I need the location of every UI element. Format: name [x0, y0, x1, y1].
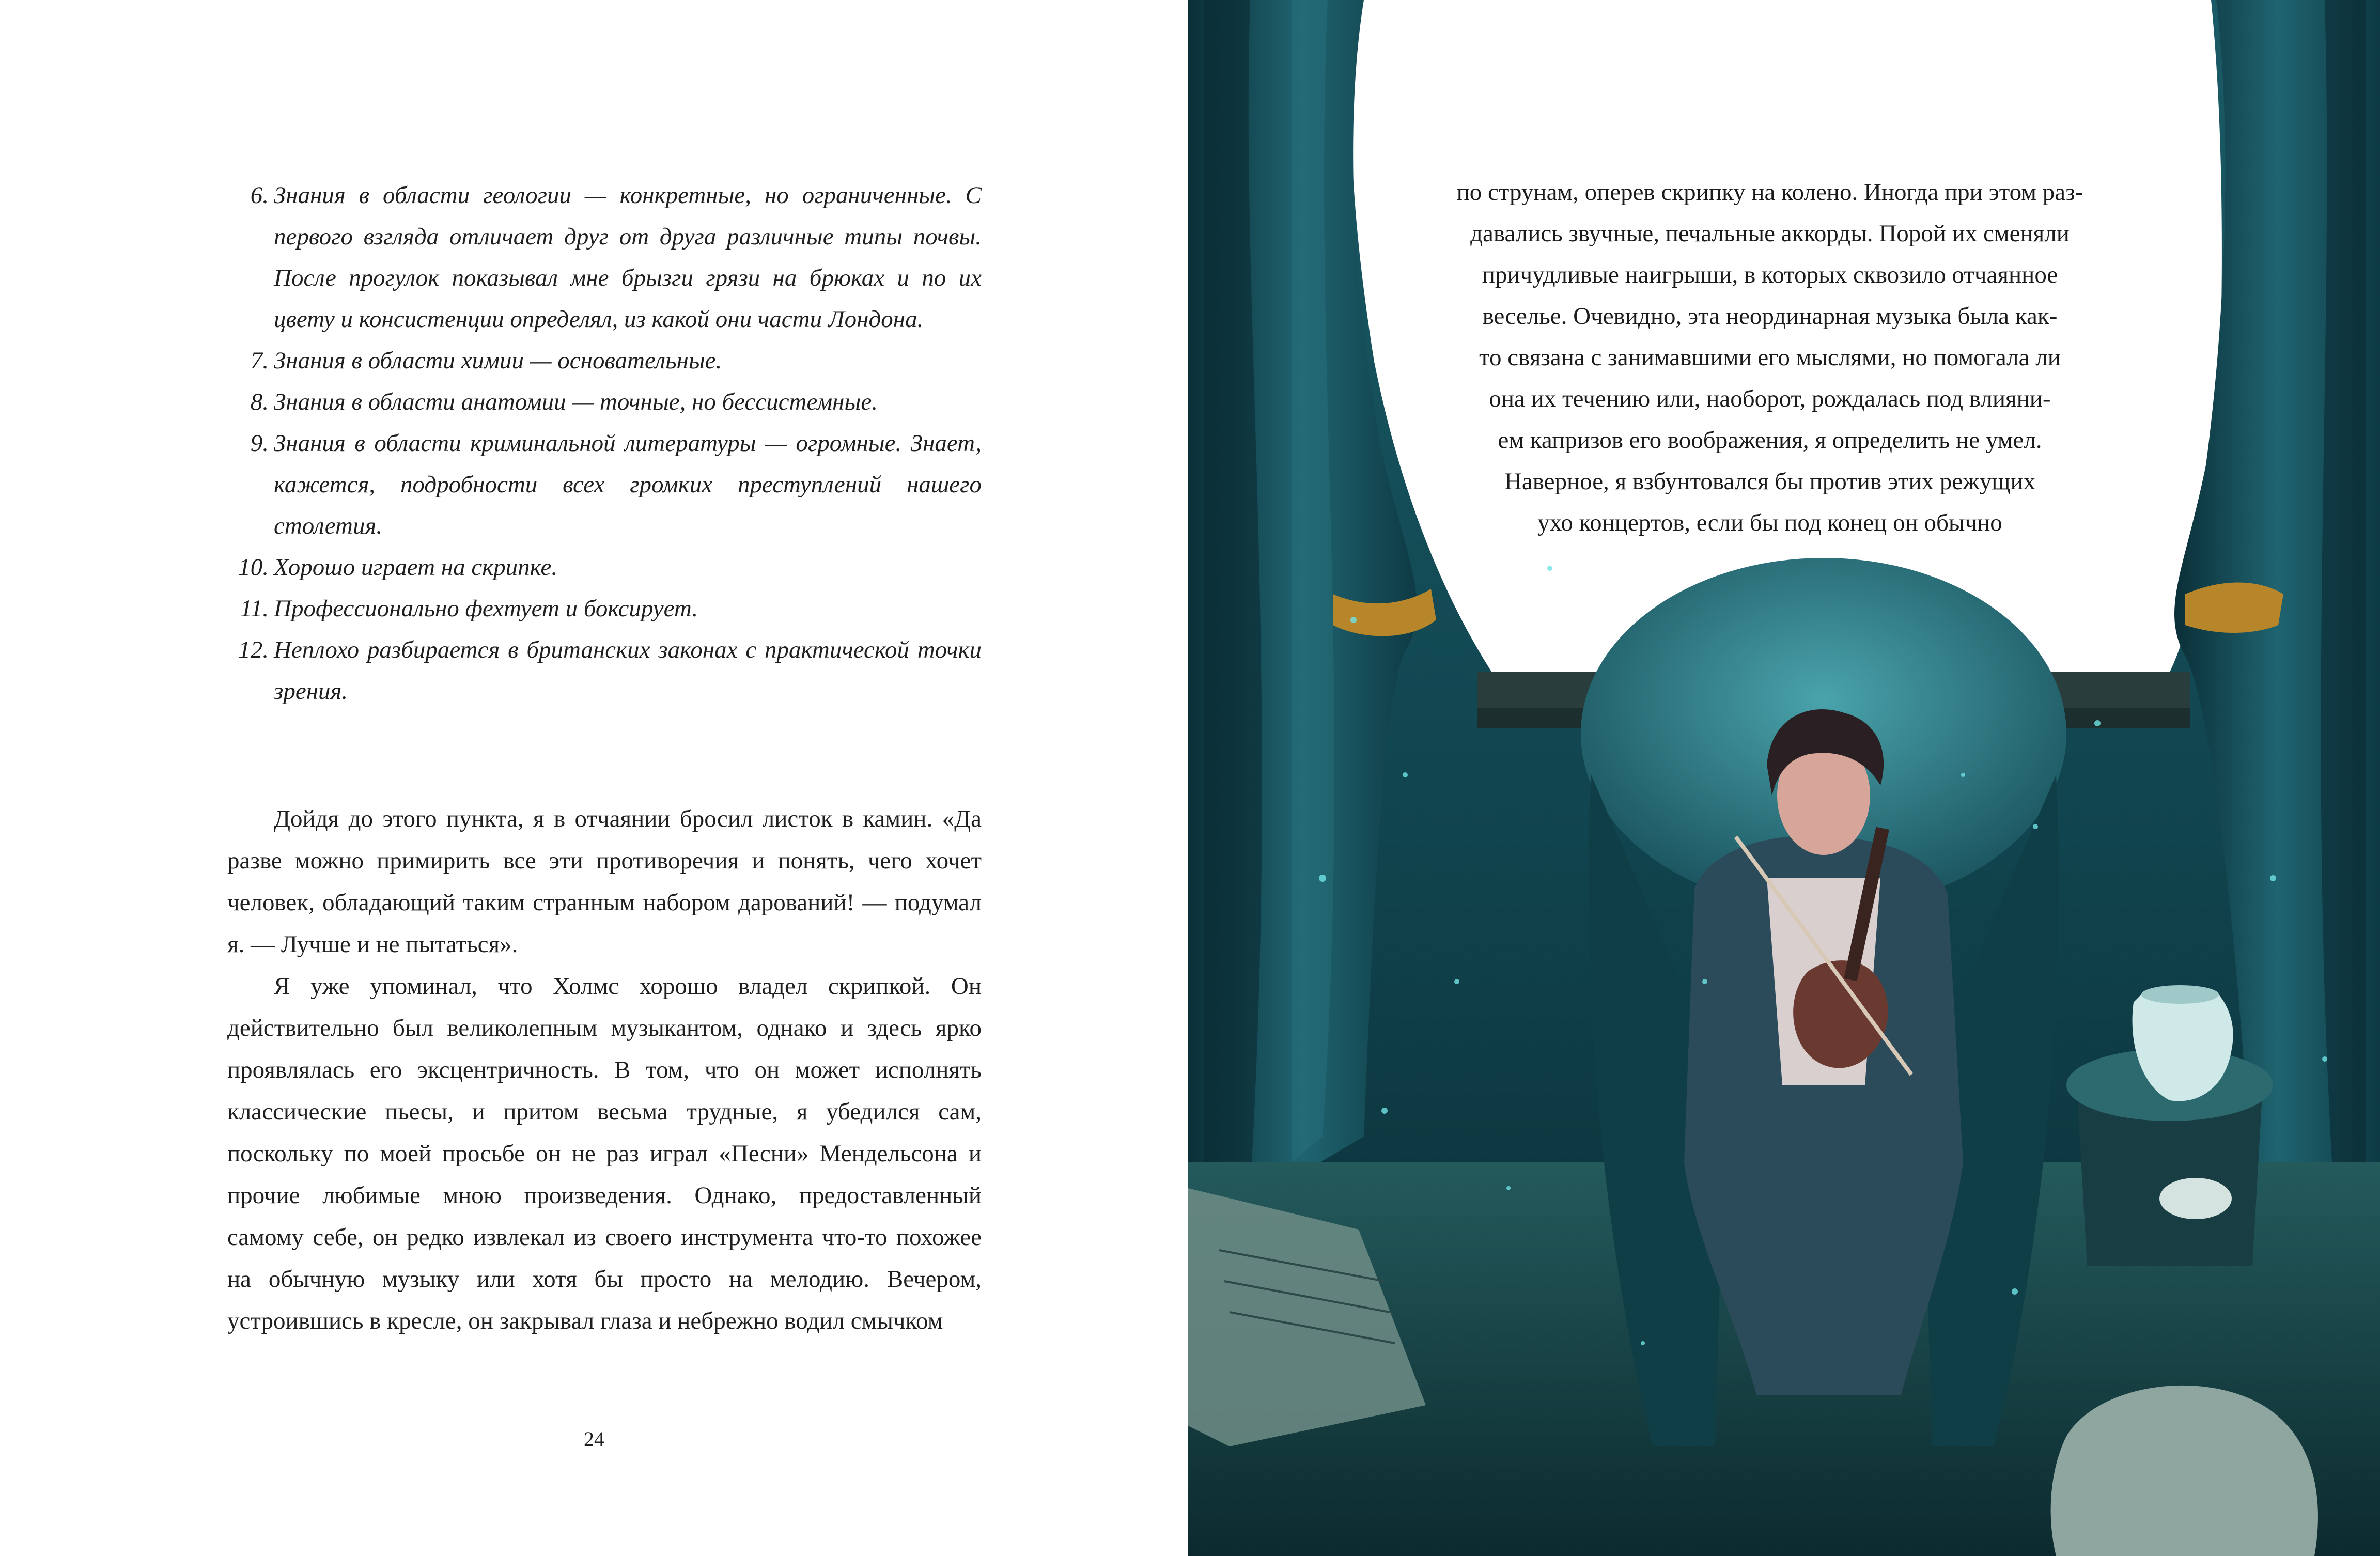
list-item: [227, 340, 982, 381]
right-page: [1188, 0, 2380, 1556]
text-line: причудливые наигрыши, в которых сквозило отчаянное: [1482, 261, 2058, 288]
left-page: [0, 0, 1188, 1556]
list-text: Профессионально фехтует и боксирует.: [274, 595, 698, 622]
list-text: Знания в области химии — основательные.: [274, 347, 722, 374]
right-page-text: [1403, 172, 2137, 543]
list-number: 12.: [238, 636, 269, 663]
list-item: [227, 423, 982, 547]
list-item: [227, 547, 982, 588]
list-text: Знания в области анатомии — точные, но бессистемные.: [274, 388, 878, 415]
paragraph: Я уже упоминал, что Холмс хорошо владел скрипкой. Он действительно был великолепным музыкантом, однако и здесь ярко проявлялась его эксцентричность. В том, что он может исполнять классические пьесы, и притом весьма трудные, я убедился сам, поскольку по моей просьбе он не раз играл «Песни» Мендельсона и прочие любимые мною произведения. Однако, предоставленный самому себе, он редко извлекал из своего инструмента что-то похожее на обычную музыку или хотя бы просто на мелодию. Вечером, устроившись в кресле, он закрывал глаза и небрежно водил смычком: [227, 973, 982, 1334]
text-line: то связана с занимавшими его мыслями, но помогала ли: [1479, 344, 2061, 371]
text-line: ухо концертов, если бы под конец он обычно: [1537, 509, 2002, 536]
list-text: Знания в области криминальной литературы — огромные. Знает, кажется, подробности всех громких преступлений нашего столетия.: [274, 430, 982, 539]
text-line: она их течению или, наоборот, рождалась под влияни-: [1489, 385, 2051, 412]
tieback-right: [2185, 583, 2283, 633]
list-number: 10.: [238, 554, 269, 581]
list-item: [227, 588, 982, 629]
list-number: 11.: [240, 595, 269, 622]
text-line: веселье. Очевидно, эта неординарная музыка была как-: [1482, 303, 2058, 330]
list-item: [227, 629, 982, 712]
text-line: Наверное, я взбунтовался бы против этих режущих: [1504, 468, 2036, 495]
list-text: Хорошо играет на скрипке.: [274, 554, 558, 581]
body-text: [227, 798, 982, 1342]
text-line: давались звучные, печальные аккорды. Порой их сменяли: [1470, 220, 2070, 247]
list-number: 7.: [250, 347, 269, 374]
list-text: Знания в области геологии — конкретные, но ограниченные. С первого взгляда отличает друг от друга различные типы почвы. После прогулок показывал мне брызги грязи на брюках и по их цвету и консистенции определял, из какой они части Лондона.: [274, 182, 982, 333]
text-line: по струнам, оперев скрипку на колено. Иногда при этом раз-: [1456, 179, 2083, 206]
page-number: 24: [584, 1427, 604, 1451]
list-text: Неплохо разбирается в британских законах с практической точки зрения.: [274, 636, 982, 705]
teacup: [2159, 1178, 2232, 1219]
list-number: 8.: [250, 388, 269, 415]
paragraph: Дойдя до этого пункта, я в отчаянии бросил листок в камин. «Да разве можно примирить все эти противоречия и понять, чего хочет человек, обладающий таким странным набором дарований! — подумал я. — Лучше и не пытаться».: [227, 805, 982, 958]
list-number: 9.: [250, 430, 269, 457]
numbered-list: [227, 175, 982, 712]
list-number: 6.: [250, 182, 269, 209]
text-line: ем капризов его воображения, я определить не умел.: [1498, 427, 2042, 454]
list-item: [227, 381, 982, 423]
list-item: [227, 175, 982, 340]
